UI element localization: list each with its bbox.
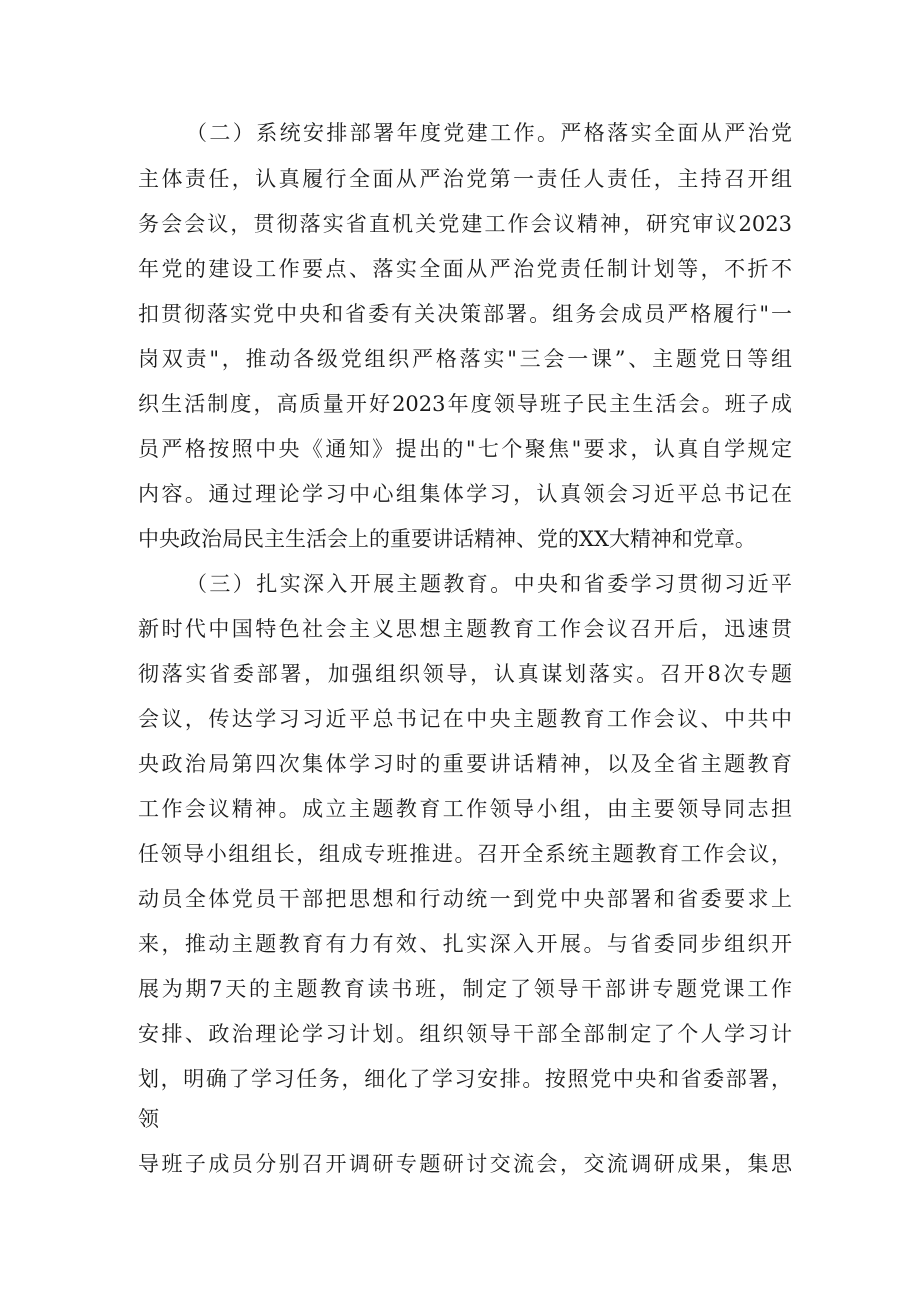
text-line: 领: [138, 1107, 159, 1131]
text-line: 动员全体党员干部把思想和行动统一到党中央部署和省委要求上: [138, 887, 792, 911]
text-line: 务会会议，贯彻落实省直机关党建工作会议精神，研究审议2023: [138, 212, 792, 236]
text-line: 彻落实省委部署，加强组织领导，认真谋划落实。召开8次专题: [138, 662, 792, 686]
text-line: 新时代中国特色社会主义思想主题教育工作会议召开后，迅速贯: [138, 617, 792, 641]
text-line: 员严格按照中央《通知》提出的"七个聚焦"要求，认真自学规定: [138, 437, 792, 461]
text-line: 扣贯彻落实党中央和省委有关决策部署。组务会成员严格履行"一: [138, 302, 792, 326]
text-line: 年党的建设工作要点、落实全面从严治党责任制计划等，不折不: [138, 257, 792, 281]
text-line: （三）扎实深入开展主题教育。中央和省委学习贯彻习近平: [186, 572, 792, 596]
text-line: （二）系统安排部署年度党建工作。严格落实全面从严治党: [186, 121, 792, 145]
text-line: 央政治局第四次集体学习时的重要讲话精神，以及全省主题教育: [138, 752, 792, 776]
text-line: 导班子成员分别召开调研专题研讨交流会，交流调研成果，集思: [138, 1152, 792, 1176]
text-line: 任领导小组组长，组成专班推进。召开全系统主题教育工作会议，: [138, 842, 792, 866]
text-line: 内容。通过理论学习中心组集体学习，认真领会习近平总书记在: [138, 482, 792, 506]
text-line: 安排、政治理论学习计划。组织领导干部全部制定了个人学习计: [138, 1022, 792, 1046]
text-line: 会议，传达学习习近平总书记在中央主题教育工作会议、中共中: [138, 707, 792, 731]
text-line: 划，明确了学习任务，细化了学习安排。按照党中央和省委部署，: [138, 1067, 792, 1091]
text-line: 中央政治局民主生活会上的重要讲话精神、党的XX大精神和党章。: [138, 527, 756, 551]
text-line: 岗双责"，推动各级党组织严格落实"三会一课”、主题党日等组: [138, 347, 792, 371]
text-line: 织生活制度，高质量开好2023年度领导班子民主生活会。班子成: [138, 392, 792, 416]
text-line: 主体责任，认真履行全面从严治党第一责任人责任，主持召开组: [138, 167, 792, 191]
text-line: 工作会议精神。成立主题教育工作领导小组，由主要领导同志担: [138, 797, 792, 821]
text-line: 展为期7天的主题教育读书班，制定了领导干部讲专题党课工作: [138, 977, 792, 1001]
text-line: 来，推动主题教育有力有效、扎实深入开展。与省委同步组织开: [138, 932, 792, 956]
